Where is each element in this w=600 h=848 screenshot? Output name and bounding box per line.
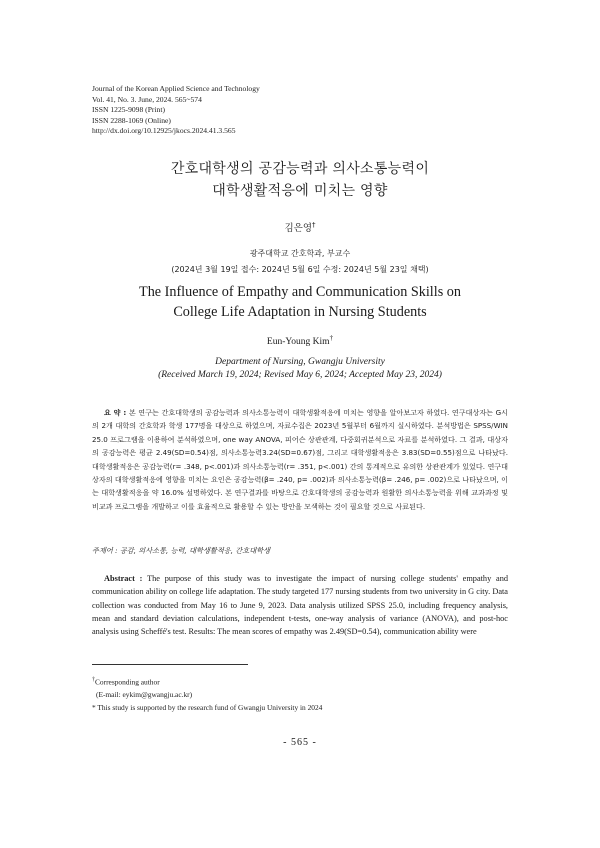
- korean-keywords: 주제어 : 공감, 의사소통, 능력, 대학생활적응, 간호대학생: [92, 546, 271, 555]
- english-author-name: Eun-Young Kim: [266, 337, 330, 348]
- korean-affiliation: 광주대학교 간호학과, 부교수: [249, 249, 351, 258]
- korean-author-name: 김은영: [284, 223, 313, 234]
- english-author-mark: †: [329, 334, 334, 342]
- english-affiliation: Department of Nursing, Gwangju University: [215, 357, 385, 367]
- english-abstract-label: Abstract :: [104, 574, 143, 583]
- english-dates: (Received March 19, 2024; Revised May 6, 2024; Accepted May 23, 2024): [158, 370, 442, 380]
- journal-info: [92, 84, 260, 137]
- footnote-divider: [92, 664, 248, 665]
- english-title-line1: The Influence of Empathy and Communication Skills on: [139, 284, 461, 300]
- korean-affiliation-block: [0, 246, 600, 278]
- corresponding-author-note: [92, 674, 508, 689]
- issn-print: ISSN 1225-9098 (Print): [92, 105, 165, 115]
- english-abstract: [92, 572, 508, 638]
- funding-note: * This study is supported by the research fund of Gwangju University in 2024: [92, 703, 323, 713]
- korean-abstract: [92, 406, 508, 513]
- korean-abstract-label: 요 약 :: [104, 408, 127, 417]
- korean-author-mark: †: [312, 220, 316, 229]
- korean-author: [0, 220, 600, 234]
- korean-title: [0, 158, 600, 202]
- corresponding-mark: †: [92, 677, 95, 683]
- korean-abstract-text: 본 연구는 간호대학생의 공감능력과 의사소통능력이 대학생활적응에 미치는 영향을 알아보고자 하였다. 연구대상자는 G시의 2개 대학의 간호학과 학생 177명을 대상으로 하였으며, 자료수집은 2023년 5월부터 6월까지 실시하였다. 분석방법은 SPSS/WIN 25.0 프로그램을 이용하여 분석하였으며, one way ANOVA, 피어슨 상관관계, 다중회귀분석으로 자료를 분석하였다. 그 결과, 대상자의 공감능력은 평균 2.49(SD=0.54)점, 의사소통능력3.24(SD=0.67)점, 그리고 대학생활적응은 3.83(SD=0.55)점으로 나타났다. 대학생활적응은 공감능력(r= .348, p<.001)과 의사소통능력(r= .351, p<.001) 간의 통계적으로 유의한 상관관계가 있었다. 연구대상자의 대학생활적응에 영향을 미치는 요인은 공감능력(β= .240, p= .002)과 의사소통능력(β= .246, p= .002)으로 나타났으며, 이는 대학생활적응을 약 16.0% 설명하였다. 본 연구결과를 바탕으로 간호대학생의 공감능력과 원활한 의사소통능력을 위해 교과과정 및 비교과 프로그램을 개발하고 이를 효율적으로 활용할 수 있는 방안을 모색하는 것이 필요할 것으로 사료된다.: [92, 408, 509, 511]
- korean-title-line1: 간호대학생의 공감능력과 의사소통능력이: [170, 161, 430, 177]
- english-affiliation-block: [0, 356, 600, 382]
- footnotes: [92, 674, 508, 715]
- korean-title-line2: 대학생활적응에 미치는 영향: [212, 183, 388, 199]
- page-number: - 565 -: [283, 737, 317, 748]
- corresponding-label: Corresponding author: [95, 677, 160, 687]
- english-abstract-text: The purpose of this study was to investigate the impact of nursing college students' empathy and communication ability on college life adaptation. The study targeted 177 nursing students from two university in G city. Data collection was conducted from May 16 to June 9, 2023. Data analysis utilized SPSS 25.0, including frequency analysis, mean and standard deviation calculations, independent t-tests, one-way analysis of variance (ANOVA), and post-hoc analysis using Scheffé's test. Results: The mean scores of empathy was 2.49(SD=0.54), communication ability were: [92, 574, 508, 637]
- english-title: [0, 282, 600, 322]
- english-title-line2: College Life Adaptation in Nursing Students: [173, 304, 427, 320]
- issn-online: ISSN 2288-1069 (Online): [92, 115, 171, 125]
- corresponding-email: (E-mail: eykim@gwangju.ac.kr): [96, 690, 193, 700]
- journal-volume: Vol. 41, No. 3. June, 2024. 565~574: [92, 94, 202, 104]
- english-author: [0, 334, 600, 347]
- journal-name: Journal of the Korean Applied Science and Technology: [92, 84, 260, 93]
- korean-dates: (2024년 3월 19일 접수: 2024년 5월 6일 수정: 2024년 5월 23일 채택): [171, 265, 429, 274]
- doi-link[interactable]: http://dx.doi.org/10.12925/jkocs.2024.41.3.565: [92, 126, 236, 136]
